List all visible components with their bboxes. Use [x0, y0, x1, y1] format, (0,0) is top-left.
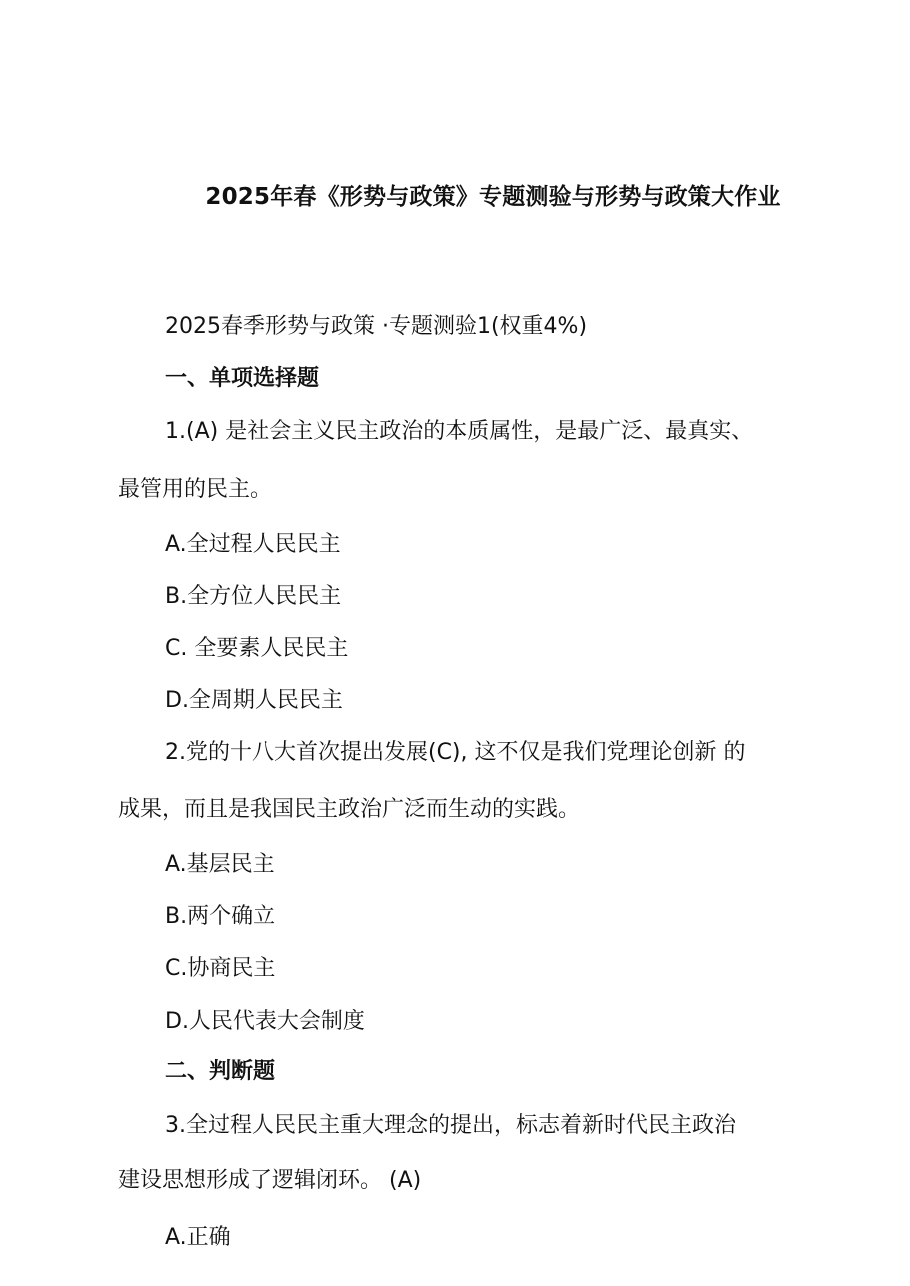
question-1-option-d: D.全周期人民民主 — [165, 688, 343, 713]
quiz-subtitle: 2025春季形势与政策 ·专题测验1(权重4%) — [165, 314, 588, 339]
question-1-option-a: A.全过程人民民主 — [165, 532, 341, 557]
question-2-option-d: D.人民代表大会制度 — [165, 1009, 365, 1034]
section-heading-single-choice: 一、单项选择题 — [165, 366, 320, 391]
document-title: 2025年春《形势与政策》专题测验与形势与政策大作业 — [205, 184, 781, 210]
question-2-line-1: 2.党的十八大首次提出发展(C), 这不仅是我们党理论创新 的 — [165, 740, 746, 765]
question-1-option-b: B.全方位人民民主 — [165, 584, 342, 609]
question-3-line-1: 3.全过程人民民主重大理念的提出，标志着新时代民主政治 — [165, 1113, 736, 1138]
question-2-option-c: C.协商民主 — [165, 956, 276, 981]
question-2-option-a: A.基层民主 — [165, 852, 275, 877]
question-2-line-2: 成果，而且是我国民主政治广泛而生动的实践。 — [118, 797, 581, 822]
question-1-line-2: 最管用的民主。 — [118, 477, 273, 502]
question-1-option-c: C. 全要素人民民主 — [165, 636, 349, 661]
question-3-line-2: 建设思想形成了逻辑闭环。 (A) — [118, 1168, 422, 1193]
question-1-line-1: 1.(A) 是社会主义民主政治的本质属性，是最广泛、最真实、 — [165, 419, 754, 444]
question-3-option-a: A.正确 — [165, 1225, 231, 1250]
section-heading-true-false: 二、判断题 — [165, 1059, 276, 1084]
question-2-option-b: B.两个确立 — [165, 904, 276, 929]
